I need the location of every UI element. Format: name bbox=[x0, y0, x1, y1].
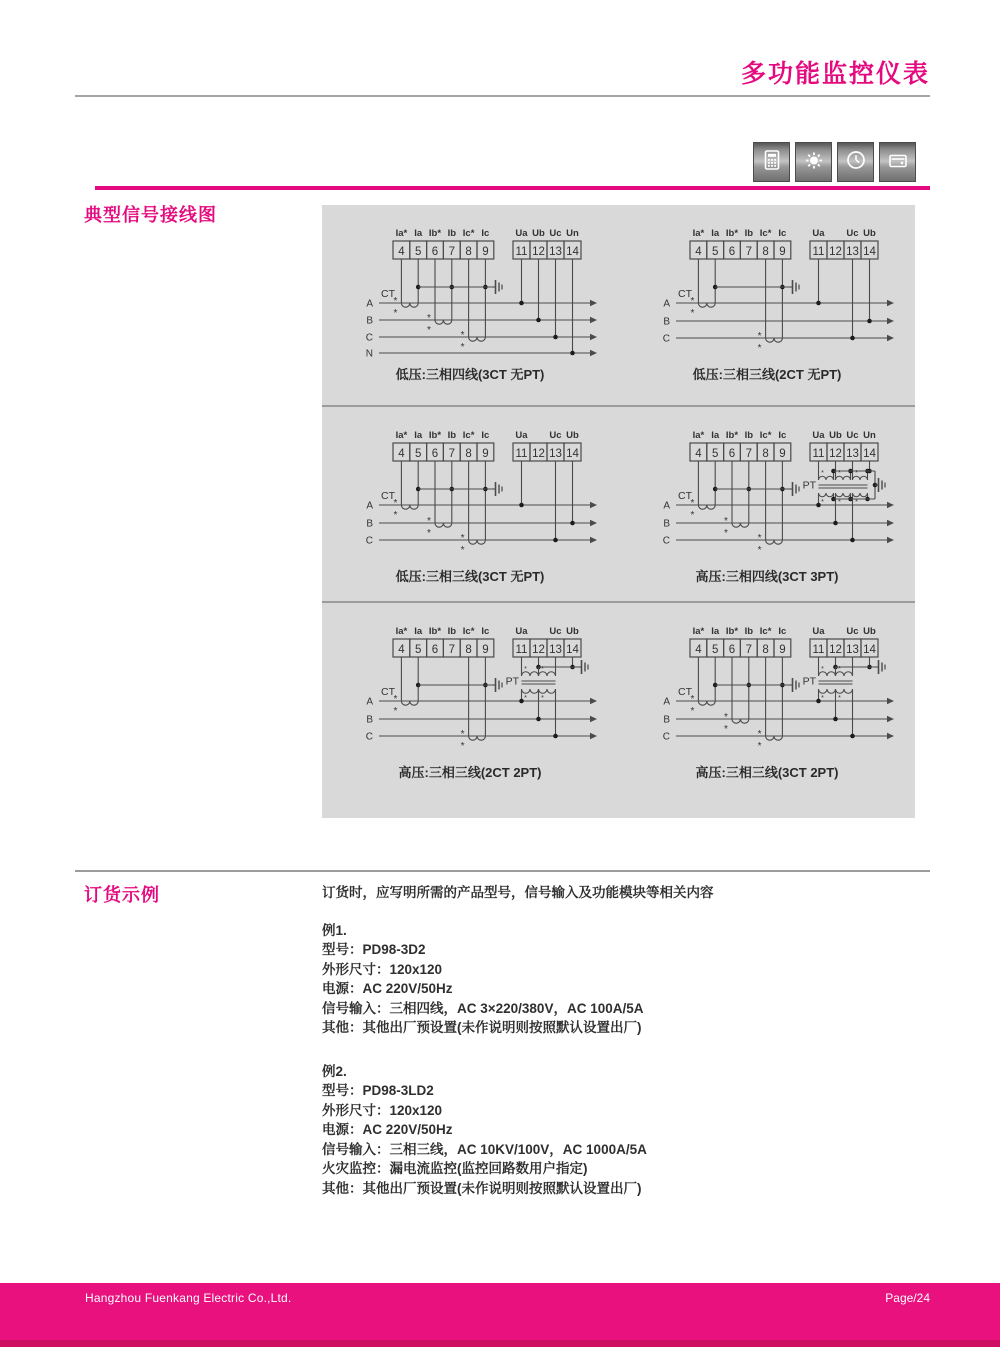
svg-text:*: * bbox=[854, 499, 858, 506]
brightness-icon bbox=[802, 148, 826, 177]
svg-text:6: 6 bbox=[728, 246, 735, 258]
svg-text:*: * bbox=[723, 712, 728, 723]
svg-text:Ub: Ub bbox=[532, 228, 545, 239]
svg-text:*: * bbox=[837, 499, 841, 506]
diagram-row bbox=[322, 603, 915, 818]
svg-text:*: * bbox=[427, 516, 431, 527]
ordering-example-line: 电源：AC 220V/50Hz bbox=[322, 981, 453, 996]
svg-text:Ic: Ic bbox=[481, 430, 490, 441]
svg-text:Ub: Ub bbox=[566, 430, 579, 441]
svg-text:*: * bbox=[723, 528, 728, 539]
svg-text:Ia: Ia bbox=[710, 228, 719, 239]
svg-text:7: 7 bbox=[448, 246, 456, 258]
svg-text:Ua: Ua bbox=[811, 430, 825, 441]
svg-text:*: * bbox=[689, 694, 694, 705]
svg-text:13: 13 bbox=[845, 246, 859, 258]
calculator-button[interactable] bbox=[753, 142, 790, 182]
svg-text:Ic: Ic bbox=[777, 626, 786, 637]
svg-text:Ic: Ic bbox=[481, 228, 490, 239]
svg-text:Ic*: Ic* bbox=[462, 626, 475, 637]
svg-text:9: 9 bbox=[778, 448, 786, 460]
svg-text:Ib*: Ib* bbox=[428, 430, 442, 441]
svg-text:6: 6 bbox=[728, 644, 735, 656]
svg-text:*: * bbox=[427, 528, 431, 539]
svg-text:8: 8 bbox=[761, 448, 769, 460]
svg-text:14: 14 bbox=[566, 448, 579, 460]
svg-text:4: 4 bbox=[398, 246, 405, 258]
svg-text:Ia: Ia bbox=[710, 626, 719, 637]
svg-text:Un: Un bbox=[566, 228, 579, 239]
svg-text:Uc: Uc bbox=[845, 430, 859, 441]
svg-text:9: 9 bbox=[778, 246, 786, 258]
wiring-diagram-low-3p3w-2ct bbox=[619, 205, 916, 405]
brightness-button[interactable] bbox=[795, 142, 832, 182]
svg-text:12: 12 bbox=[828, 644, 842, 656]
svg-text:A: A bbox=[366, 696, 373, 708]
svg-text:Un: Un bbox=[862, 430, 876, 441]
svg-text:9: 9 bbox=[482, 644, 489, 656]
svg-text:*: * bbox=[460, 729, 465, 740]
svg-text:*: * bbox=[757, 533, 762, 544]
svg-text:*: * bbox=[820, 695, 824, 702]
svg-text:高压:三相四线(3CT 3PT): 高压:三相四线(3CT 3PT) bbox=[694, 569, 839, 584]
svg-text:Ia*: Ia* bbox=[395, 228, 408, 239]
svg-text:Ib*: Ib* bbox=[428, 626, 442, 637]
svg-text:A: A bbox=[662, 696, 670, 708]
svg-text:低压:三相三线(3CT 无PT): 低压:三相三线(3CT 无PT) bbox=[395, 569, 545, 584]
svg-text:12: 12 bbox=[532, 246, 545, 258]
svg-text:Ua: Ua bbox=[811, 626, 825, 637]
ordering-example-line: 其他：其他出厂预设置(未作说明则按照默认设置出厂) bbox=[322, 1180, 642, 1196]
svg-text:Ic*: Ic* bbox=[462, 430, 475, 441]
svg-text:11: 11 bbox=[812, 448, 824, 460]
wiring-diagram-high-3p3w-2ct bbox=[322, 603, 619, 818]
svg-text:*: * bbox=[393, 706, 398, 717]
svg-text:*: * bbox=[689, 706, 694, 717]
svg-text:4: 4 bbox=[694, 448, 702, 460]
svg-text:6: 6 bbox=[431, 246, 439, 258]
svg-text:8: 8 bbox=[465, 448, 472, 460]
svg-text:*: * bbox=[820, 666, 824, 673]
svg-text:*: * bbox=[757, 741, 762, 752]
svg-text:4: 4 bbox=[694, 246, 702, 258]
svg-text:*: * bbox=[757, 343, 762, 354]
svg-text:CT: CT bbox=[381, 686, 395, 698]
svg-text:7: 7 bbox=[745, 448, 752, 460]
svg-text:7: 7 bbox=[745, 644, 752, 656]
svg-text:*: * bbox=[393, 308, 398, 319]
accent-divider bbox=[95, 186, 930, 190]
svg-text:*: * bbox=[460, 533, 465, 544]
svg-text:*: * bbox=[427, 325, 431, 336]
svg-text:*: * bbox=[757, 729, 762, 740]
svg-text:Ia: Ia bbox=[414, 430, 423, 441]
svg-text:Ic: Ic bbox=[777, 228, 786, 239]
svg-text:C: C bbox=[365, 731, 373, 743]
svg-text:PT: PT bbox=[802, 479, 816, 492]
svg-text:Ub: Ub bbox=[828, 430, 842, 441]
svg-text:低压:三相三线(2CT 无PT): 低压:三相三线(2CT 无PT) bbox=[692, 367, 841, 382]
svg-text:C: C bbox=[662, 333, 670, 345]
svg-text:Ib*: Ib* bbox=[428, 228, 442, 239]
svg-text:13: 13 bbox=[845, 448, 859, 460]
svg-text:Ua: Ua bbox=[515, 228, 528, 239]
svg-text:5: 5 bbox=[711, 246, 718, 258]
svg-text:*: * bbox=[689, 308, 694, 319]
svg-text:*: * bbox=[393, 694, 398, 705]
svg-text:14: 14 bbox=[566, 246, 579, 258]
ordering-example-line: 外形尺寸：120x120 bbox=[322, 1102, 443, 1118]
ordering-example-line: 外形尺寸：120x120 bbox=[322, 961, 443, 977]
svg-text:12: 12 bbox=[828, 448, 842, 460]
svg-text:N: N bbox=[365, 348, 373, 360]
wiring-section-heading: 典型信号接线图 bbox=[84, 205, 217, 225]
svg-text:CT: CT bbox=[677, 686, 692, 698]
svg-text:B: B bbox=[366, 714, 373, 726]
svg-text:Ia: Ia bbox=[414, 626, 423, 637]
svg-text:6: 6 bbox=[728, 448, 735, 460]
svg-text:8: 8 bbox=[465, 246, 472, 258]
svg-text:*: * bbox=[689, 510, 694, 521]
svg-text:5: 5 bbox=[414, 246, 422, 258]
diagram-row bbox=[322, 407, 915, 601]
wiring-diagram-low-3p4w bbox=[322, 205, 619, 405]
svg-text:*: * bbox=[524, 666, 527, 673]
svg-text:Ua: Ua bbox=[515, 430, 528, 441]
ordering-example-line: 其他：其他出厂预设置(未作说明则按照默认设置出厂) bbox=[322, 1020, 642, 1035]
svg-text:5: 5 bbox=[711, 448, 718, 460]
svg-text:Ic*: Ic* bbox=[462, 228, 475, 239]
svg-text:*: * bbox=[689, 498, 694, 509]
svg-text:CT: CT bbox=[677, 288, 692, 300]
svg-text:A: A bbox=[662, 500, 670, 512]
svg-text:*: * bbox=[820, 499, 824, 506]
svg-text:Ub: Ub bbox=[862, 626, 876, 637]
svg-text:*: * bbox=[393, 296, 398, 307]
svg-text:Ia: Ia bbox=[414, 228, 423, 239]
svg-text:8: 8 bbox=[465, 644, 472, 656]
svg-text:Ib*: Ib* bbox=[725, 228, 738, 239]
svg-text:A: A bbox=[366, 298, 373, 310]
radio-button[interactable] bbox=[879, 142, 916, 182]
svg-text:5: 5 bbox=[414, 448, 422, 460]
clock-icon bbox=[844, 148, 868, 177]
radio-icon bbox=[886, 148, 910, 177]
svg-text:5: 5 bbox=[414, 644, 422, 656]
svg-text:高压:三相三线(2CT 2PT): 高压:三相三线(2CT 2PT) bbox=[398, 765, 542, 780]
svg-text:11: 11 bbox=[812, 246, 824, 258]
svg-text:*: * bbox=[723, 724, 728, 735]
svg-text:低压:三相四线(3CT 无PT): 低压:三相四线(3CT 无PT) bbox=[395, 367, 545, 382]
footer-strip bbox=[0, 1340, 1000, 1347]
svg-text:Ia*: Ia* bbox=[692, 626, 704, 637]
svg-text:B: B bbox=[366, 518, 373, 530]
svg-text:14: 14 bbox=[566, 644, 579, 656]
svg-text:B: B bbox=[662, 714, 670, 726]
svg-text:Ic: Ic bbox=[777, 430, 786, 441]
footer-page-number: Page/24 bbox=[885, 1291, 930, 1305]
svg-text:A: A bbox=[366, 500, 373, 512]
wiring-diagram-low-3p3w-3ct bbox=[322, 407, 619, 601]
wiring-diagram-panel bbox=[322, 205, 915, 818]
svg-text:A: A bbox=[662, 298, 670, 310]
ordering-intro: 订货时，应写明所需的产品型号，信号输入及功能模块等相关内容 bbox=[322, 885, 714, 900]
svg-text:*: * bbox=[460, 545, 465, 556]
svg-text:6: 6 bbox=[431, 644, 439, 656]
ordering-example-line: 信号输入：三相四线，AC 3×220/380V，AC 100A/5A bbox=[322, 1000, 644, 1016]
svg-text:B: B bbox=[662, 316, 670, 328]
svg-text:Ua: Ua bbox=[515, 626, 528, 637]
svg-text:CT: CT bbox=[381, 490, 395, 502]
svg-text:*: * bbox=[393, 510, 398, 521]
svg-text:7: 7 bbox=[448, 448, 456, 460]
diagram-row bbox=[322, 205, 915, 405]
svg-text:7: 7 bbox=[448, 644, 456, 656]
toolbar bbox=[753, 142, 916, 182]
svg-text:7: 7 bbox=[745, 246, 752, 258]
footer-company: Hangzhou Fuenkang Electric Co.,Ltd. bbox=[85, 1291, 292, 1305]
svg-text:*: * bbox=[689, 296, 694, 307]
svg-text:*: * bbox=[460, 342, 465, 353]
svg-text:CT: CT bbox=[381, 288, 395, 300]
svg-text:Ia*: Ia* bbox=[395, 430, 408, 441]
svg-text:4: 4 bbox=[398, 448, 405, 460]
svg-text:C: C bbox=[662, 731, 670, 743]
svg-text:Ib: Ib bbox=[447, 228, 457, 239]
svg-text:Uc: Uc bbox=[549, 228, 562, 239]
svg-text:12: 12 bbox=[532, 644, 545, 656]
svg-text:Ib*: Ib* bbox=[725, 430, 738, 441]
ordering-example-line: 例1. bbox=[322, 922, 347, 938]
svg-text:Ub: Ub bbox=[566, 626, 579, 637]
wiring-diagram-high-3p3w-3ct bbox=[619, 603, 916, 818]
svg-text:Uc: Uc bbox=[845, 626, 859, 637]
svg-text:12: 12 bbox=[532, 448, 545, 460]
svg-text:Ia*: Ia* bbox=[692, 228, 704, 239]
svg-text:Ic*: Ic* bbox=[759, 228, 771, 239]
svg-text:C: C bbox=[662, 535, 670, 547]
svg-text:*: * bbox=[757, 331, 762, 342]
svg-text:11: 11 bbox=[515, 448, 528, 460]
svg-text:PT: PT bbox=[505, 675, 519, 688]
svg-text:*: * bbox=[524, 695, 527, 702]
svg-text:13: 13 bbox=[845, 644, 859, 656]
svg-text:13: 13 bbox=[549, 644, 562, 656]
svg-text:5: 5 bbox=[711, 644, 718, 656]
svg-text:CT: CT bbox=[677, 490, 692, 502]
svg-text:Ia*: Ia* bbox=[395, 626, 408, 637]
header-divider bbox=[75, 95, 930, 97]
ordering-example-2 bbox=[322, 1062, 922, 1199]
svg-text:4: 4 bbox=[694, 644, 702, 656]
svg-text:9: 9 bbox=[778, 644, 786, 656]
svg-text:8: 8 bbox=[761, 246, 769, 258]
svg-text:*: * bbox=[541, 666, 544, 673]
ordering-content bbox=[322, 883, 922, 1222]
ordering-section-heading: 订货示例 bbox=[84, 885, 160, 905]
svg-text:11: 11 bbox=[515, 644, 528, 656]
ordering-example-line: 型号：PD98-3LD2 bbox=[322, 1083, 434, 1098]
svg-text:C: C bbox=[365, 332, 373, 344]
svg-text:*: * bbox=[393, 498, 398, 509]
svg-text:Ic*: Ic* bbox=[759, 430, 771, 441]
svg-text:Ib: Ib bbox=[447, 430, 457, 441]
page-title: 多功能监控仪表 bbox=[740, 60, 930, 88]
svg-text:Uc: Uc bbox=[549, 626, 562, 637]
svg-text:12: 12 bbox=[828, 246, 842, 258]
svg-text:Uc: Uc bbox=[845, 228, 859, 239]
ordering-example-line: 例2. bbox=[322, 1063, 347, 1079]
svg-text:Ic*: Ic* bbox=[759, 626, 771, 637]
svg-text:Ib: Ib bbox=[744, 430, 753, 441]
svg-text:*: * bbox=[460, 330, 465, 341]
svg-text:6: 6 bbox=[431, 448, 439, 460]
svg-text:PT: PT bbox=[802, 675, 816, 688]
svg-text:14: 14 bbox=[862, 246, 876, 258]
svg-text:14: 14 bbox=[862, 448, 876, 460]
svg-text:Ua: Ua bbox=[811, 228, 825, 239]
svg-text:C: C bbox=[365, 535, 373, 547]
svg-text:9: 9 bbox=[482, 246, 489, 258]
svg-text:Uc: Uc bbox=[549, 430, 562, 441]
svg-text:4: 4 bbox=[398, 644, 405, 656]
ordering-example-line: 型号：PD98-3D2 bbox=[322, 942, 426, 957]
svg-text:13: 13 bbox=[549, 246, 562, 258]
ordering-section-divider bbox=[75, 870, 930, 872]
svg-text:*: * bbox=[427, 313, 431, 324]
svg-text:*: * bbox=[541, 695, 544, 702]
svg-text:*: * bbox=[757, 545, 762, 556]
svg-text:Ia*: Ia* bbox=[692, 430, 704, 441]
svg-text:9: 9 bbox=[482, 448, 489, 460]
ordering-example-1 bbox=[322, 921, 922, 1038]
svg-text:Ib: Ib bbox=[744, 626, 753, 637]
svg-text:14: 14 bbox=[862, 644, 876, 656]
clock-button[interactable] bbox=[837, 142, 874, 182]
svg-text:*: * bbox=[854, 470, 858, 477]
svg-text:高压:三相三线(3CT 2PT): 高压:三相三线(3CT 2PT) bbox=[694, 765, 839, 780]
wiring-diagram-high-3p4w bbox=[619, 407, 916, 601]
svg-text:*: * bbox=[837, 470, 841, 477]
svg-text:Ub: Ub bbox=[862, 228, 876, 239]
ordering-example-line: 火灾监控：漏电流监控(监控回路数用户指定) bbox=[322, 1161, 588, 1176]
svg-text:B: B bbox=[662, 518, 670, 530]
svg-text:Ib*: Ib* bbox=[725, 626, 738, 637]
svg-text:Ic: Ic bbox=[481, 626, 490, 637]
svg-text:13: 13 bbox=[549, 448, 562, 460]
svg-text:*: * bbox=[723, 516, 728, 527]
svg-text:*: * bbox=[837, 695, 841, 702]
calculator-icon bbox=[760, 148, 784, 177]
svg-text:Ib: Ib bbox=[447, 626, 457, 637]
ordering-example-line: 电源：AC 220V/50Hz bbox=[322, 1122, 453, 1137]
svg-text:11: 11 bbox=[515, 246, 528, 258]
svg-text:8: 8 bbox=[761, 644, 769, 656]
svg-text:Ia: Ia bbox=[710, 430, 719, 441]
svg-text:*: * bbox=[837, 666, 841, 673]
svg-text:11: 11 bbox=[812, 644, 824, 656]
svg-text:Ib: Ib bbox=[744, 228, 753, 239]
ordering-example-line: 信号输入：三相三线，AC 10KV/100V，AC 1000A/5A bbox=[322, 1141, 647, 1157]
svg-text:*: * bbox=[460, 741, 465, 752]
svg-text:*: * bbox=[820, 470, 824, 477]
svg-text:B: B bbox=[366, 315, 373, 327]
